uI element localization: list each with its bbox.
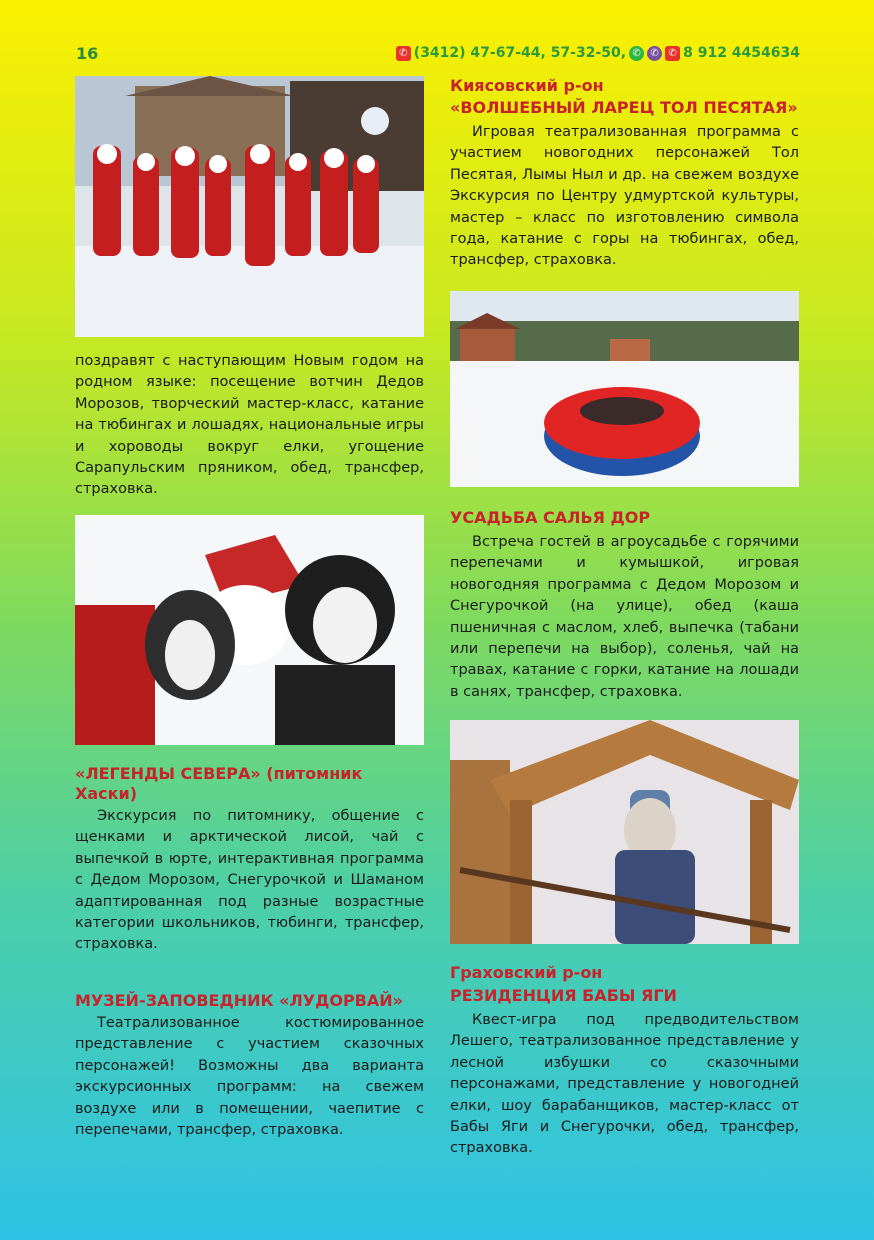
legends-description: Экскурсия по питомнику, общение с щенками и арктической лисой, чай с выпечкой в юрте, интерактивная программа с Дедом Морозом, Снегурочкой и Шаманом адаптированная под разные возрастные категории школьников, тюбинги, трансфер, страховка. — [75, 808, 424, 953]
kiyasovo-region: Киясовский р-он — [450, 76, 604, 95]
legends-title: «ЛЕГЕНДЫ СЕВЕРА» (питомник Хаски) — [75, 764, 363, 803]
photo-baba-yaga — [450, 720, 799, 944]
salya-description: Встреча гостей в агроусадьбе с горячими перепечами и кумышкой, игровая новогодняя программа с Дедом Морозом и Снегурочкой (на улице), обед (каша пшеничная с маслом, хлеб, выпечка (табани или перепечи на выбор), соленья, чай на травах, катание с горки, катание на лошади в санях, трансфер, страховка. — [450, 534, 799, 700]
contacts-bar — [396, 45, 800, 61]
salya-title: УСАДЬБА САЛЬЯ ДОР — [450, 508, 651, 527]
kiyasovo-title: «ВОЛШЕБНЫЙ ЛАРЕЦ ТОЛ ПЕСЯТАЯ» — [450, 98, 798, 117]
viber-icon: ✆ — [647, 46, 662, 61]
ludorvai-description: Театрализованное костюмированное представление с участием сказочных персонажей! Возможны два варианта экскурсионных программ: на свежем воздухе или в помещении, чаепитие с перепечами, трансфер, страховка. — [75, 1015, 424, 1139]
kiyasovo-description: Игровая театрализованная программа с участием новогодних персонажей Тол Песятая, Лымы Ныл и др. на свежем воздухе Экскурсия по Центру удмуртской культуры, мастер – класс по изготовлению символа года, катание с горы на тюбингах, обед, трансфер, страховка. — [450, 124, 799, 269]
page-number: 16 — [76, 44, 99, 63]
phone-icon: ✆ — [396, 46, 411, 61]
phone-icon: ✆ — [665, 46, 680, 61]
photo-tubing — [450, 291, 799, 487]
photo-huskies-santa — [75, 515, 424, 745]
grakhovo-title: РЕЗИДЕНЦИЯ БАБЫ ЯГИ — [450, 986, 677, 1005]
landline-phones: (3412) 47-67-44, 57-32-50, — [413, 45, 627, 61]
whatsapp-icon: ✆ — [629, 46, 644, 61]
ludorvai-title: МУЗЕЙ-ЗАПОВЕДНИК «ЛУДОРВАЙ» — [75, 991, 403, 1010]
mobile-phone: 8 912 4454634 — [683, 45, 800, 61]
photo-ded-moroz-parade — [75, 76, 424, 337]
grakhovo-region: Граховский р-он — [450, 963, 603, 982]
intro-paragraph: поздравят с наступающим Новым годом на родном языке: посещение вотчин Дедов Морозов, творческий мастер-класс, катание на тюбингах и лошадях, национальные игры и хороводы вокруг елки, угощение Сарапульским пряником, обед, трансфер, страховка. — [75, 353, 424, 498]
grakhovo-description: Квест-игра под предводительством Лешего, театрализованное представление у лесной избушки со сказочными персонажами, представление у новогодней елки, шоу барабанщиков, мастер-класс от Бабы Яги и Снегурочки, обед, трансфер, страховка. — [450, 1012, 799, 1157]
